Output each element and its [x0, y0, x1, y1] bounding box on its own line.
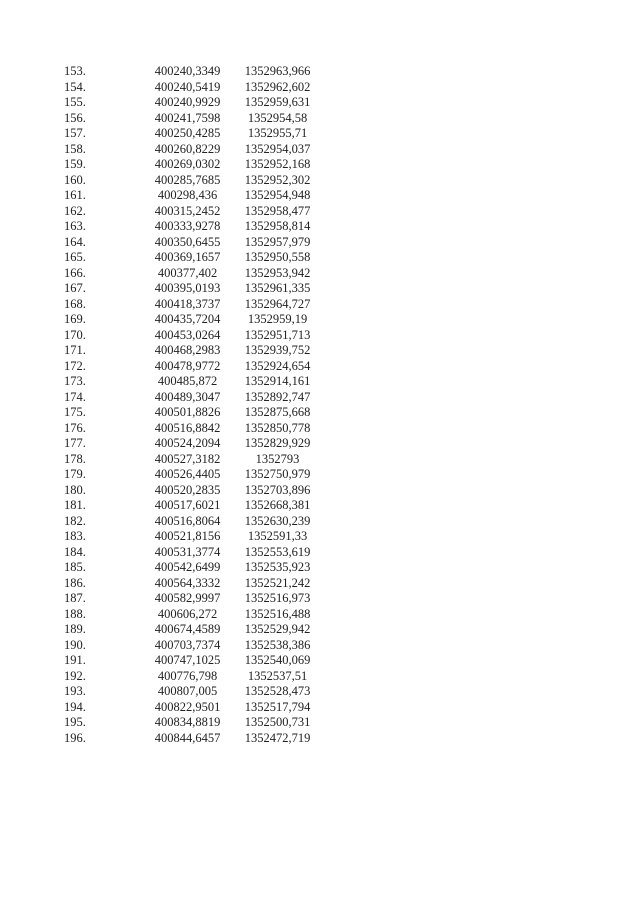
y-coordinate: 1352954,948: [244, 188, 311, 202]
table-row: [64, 452, 320, 468]
point-number: 195.: [64, 715, 86, 729]
y-coordinate: 1352892,747: [244, 389, 311, 404]
table-row: [64, 157, 320, 173]
y-coordinate: 1352953,942: [244, 265, 311, 280]
point-number: 186.: [64, 575, 86, 590]
table-row: [64, 250, 320, 266]
x-coordinate: 400395,0193: [154, 281, 221, 295]
table-row: [64, 266, 320, 282]
x-coordinate: 400369,1657: [154, 250, 221, 264]
y-coordinate: 1352954,58: [247, 110, 308, 125]
point-number: 181.: [64, 498, 86, 512]
point-number: 175.: [64, 405, 86, 419]
y-coordinate: 1352957,979: [244, 234, 311, 249]
x-coordinate: 400542,6499: [154, 560, 221, 574]
x-coordinate: 400501,8826: [154, 405, 221, 419]
x-coordinate: 400521,8156: [154, 529, 221, 543]
x-coordinate: 400776,798: [157, 668, 218, 683]
y-coordinate: 1352540,069: [244, 653, 311, 667]
y-coordinate: 1352516,973: [244, 591, 311, 605]
x-coordinate: 400582,9997: [154, 591, 221, 605]
x-coordinate: 400807,005: [157, 684, 218, 698]
table-row: [64, 653, 320, 669]
table-row: [64, 622, 320, 638]
x-coordinate: 400489,3047: [154, 389, 221, 404]
y-coordinate: 1352521,242: [244, 575, 311, 590]
table-row: [64, 405, 320, 421]
y-coordinate: 1352962,602: [244, 79, 311, 94]
x-coordinate: 400269,0302: [154, 157, 221, 171]
table-row: [64, 467, 320, 483]
y-coordinate: 1352951,713: [244, 327, 311, 342]
y-coordinate: 1352553,619: [244, 544, 311, 559]
y-coordinate: 1352517,794: [244, 699, 311, 714]
point-number: 183.: [64, 529, 86, 543]
table-row: [64, 669, 320, 685]
x-coordinate: 400703,7374: [154, 637, 221, 652]
x-coordinate: 400435,7204: [154, 312, 221, 326]
point-number: 192.: [64, 668, 86, 683]
table-row: [64, 684, 320, 700]
table-row: [64, 297, 320, 313]
y-coordinate: 1352959,631: [244, 95, 311, 109]
y-coordinate: 1352924,654: [244, 358, 311, 373]
y-coordinate: 1352829,929: [244, 436, 311, 450]
table-row: [64, 390, 320, 406]
point-number: 184.: [64, 544, 86, 559]
table-row: [64, 498, 320, 514]
x-coordinate: 400241,7598: [154, 110, 221, 125]
y-coordinate: 1352538,386: [244, 637, 311, 652]
table-row: [64, 591, 320, 607]
y-coordinate: 1352528,473: [244, 684, 311, 698]
point-number: 187.: [64, 591, 86, 605]
point-number: 168.: [64, 296, 86, 311]
table-row: [64, 529, 320, 545]
table-row: [64, 281, 320, 297]
y-coordinate: 1352875,668: [244, 405, 311, 419]
y-coordinate: 1352959,19: [247, 312, 308, 326]
table-row: [64, 343, 320, 359]
point-number: 191.: [64, 653, 86, 667]
y-coordinate: 1352952,302: [244, 172, 311, 187]
point-number: 178.: [64, 451, 86, 466]
point-number: 174.: [64, 389, 86, 404]
table-row: [64, 731, 320, 747]
y-coordinate: 1352591,33: [247, 529, 308, 543]
table-row: [64, 188, 320, 204]
point-number: 173.: [64, 374, 86, 388]
table-row: [64, 142, 320, 158]
x-coordinate: 400418,3737: [154, 296, 221, 311]
x-coordinate: 400453,0264: [154, 327, 221, 342]
table-row: [64, 700, 320, 716]
x-coordinate: 400747,1025: [154, 653, 221, 667]
y-coordinate: 1352529,942: [244, 622, 311, 636]
y-coordinate: 1352958,477: [244, 203, 311, 218]
table-row: [64, 235, 320, 251]
y-coordinate: 1352703,896: [244, 482, 311, 497]
table-row: [64, 328, 320, 344]
coordinate-table: [64, 64, 320, 746]
point-number: 159.: [64, 157, 86, 171]
x-coordinate: 400527,3182: [154, 451, 221, 466]
table-row: [64, 514, 320, 530]
x-coordinate: 400333,9278: [154, 219, 221, 233]
point-number: 161.: [64, 188, 86, 202]
point-number: 170.: [64, 327, 86, 342]
point-number: 193.: [64, 684, 86, 698]
table-row: [64, 312, 320, 328]
x-coordinate: 400517,6021: [154, 498, 221, 512]
point-number: 154.: [64, 79, 86, 94]
table-row: [64, 545, 320, 561]
x-coordinate: 400350,6455: [154, 234, 221, 249]
point-number: 153.: [64, 64, 86, 78]
x-coordinate: 400674,4589: [154, 622, 221, 636]
y-coordinate: 1352535,923: [244, 560, 311, 574]
table-row: [64, 173, 320, 189]
y-coordinate: 1352961,335: [244, 281, 311, 295]
x-coordinate: 400240,3349: [154, 64, 221, 78]
x-coordinate: 400298,436: [157, 188, 218, 202]
point-number: 157.: [64, 126, 86, 140]
x-coordinate: 400240,5419: [154, 79, 221, 94]
y-coordinate: 1352750,979: [244, 467, 311, 481]
x-coordinate: 400260,8229: [154, 141, 221, 156]
table-row: [64, 126, 320, 142]
table-row: [64, 560, 320, 576]
table-row: [64, 715, 320, 731]
y-coordinate: 1352958,814: [244, 219, 311, 233]
point-number: 165.: [64, 250, 86, 264]
point-number: 189.: [64, 622, 86, 636]
y-coordinate: 1352793: [255, 451, 300, 466]
point-number: 172.: [64, 358, 86, 373]
table-row: [64, 64, 320, 80]
x-coordinate: 400524,2094: [154, 436, 221, 450]
y-coordinate: 1352850,778: [244, 420, 311, 435]
table-row: [64, 219, 320, 235]
point-number: 164.: [64, 234, 86, 249]
y-coordinate: 1352537,51: [247, 668, 308, 683]
point-number: 160.: [64, 172, 86, 187]
point-number: 182.: [64, 513, 86, 528]
y-coordinate: 1352516,488: [244, 606, 311, 621]
table-row: [64, 359, 320, 375]
table-row: [64, 204, 320, 220]
table-row: [64, 80, 320, 96]
point-number: 166.: [64, 265, 86, 280]
table-row: [64, 483, 320, 499]
x-coordinate: 400822,9501: [154, 699, 221, 714]
x-coordinate: 400526,4405: [154, 467, 221, 481]
point-number: 156.: [64, 110, 86, 125]
x-coordinate: 400564,3332: [154, 575, 221, 590]
point-number: 176.: [64, 420, 86, 435]
table-row: [64, 111, 320, 127]
point-number: 196.: [64, 730, 86, 745]
point-number: 167.: [64, 281, 86, 295]
x-coordinate: 400606,272: [157, 606, 218, 621]
x-coordinate: 400240,9929: [154, 95, 221, 109]
y-coordinate: 1352964,727: [244, 296, 311, 311]
y-coordinate: 1352472,719: [244, 730, 311, 745]
y-coordinate: 1352939,752: [244, 343, 311, 357]
y-coordinate: 1352950,558: [244, 250, 311, 264]
y-coordinate: 1352668,381: [244, 498, 311, 512]
y-coordinate: 1352630,239: [244, 513, 311, 528]
point-number: 163.: [64, 219, 86, 233]
point-number: 180.: [64, 482, 86, 497]
point-number: 179.: [64, 467, 86, 481]
x-coordinate: 400516,8064: [154, 513, 221, 528]
x-coordinate: 400315,2452: [154, 203, 221, 218]
point-number: 171.: [64, 343, 86, 357]
table-row: [64, 638, 320, 654]
x-coordinate: 400285,7685: [154, 172, 221, 187]
x-coordinate: 400468,2983: [154, 343, 221, 357]
table-row: [64, 576, 320, 592]
x-coordinate: 400478,9772: [154, 358, 221, 373]
point-number: 177.: [64, 436, 86, 450]
x-coordinate: 400377,402: [157, 265, 218, 280]
x-coordinate: 400531,3774: [154, 544, 221, 559]
x-coordinate: 400485,872: [157, 374, 218, 388]
point-number: 190.: [64, 637, 86, 652]
table-row: [64, 607, 320, 623]
y-coordinate: 1352955,71: [247, 126, 308, 140]
point-number: 169.: [64, 312, 86, 326]
point-number: 194.: [64, 699, 86, 714]
table-row: [64, 421, 320, 437]
x-coordinate: 400516,8842: [154, 420, 221, 435]
y-coordinate: 1352914,161: [244, 374, 311, 388]
y-coordinate: 1352500,731: [244, 715, 311, 729]
table-row: [64, 436, 320, 452]
table-row: [64, 374, 320, 390]
x-coordinate: 400520,2835: [154, 482, 221, 497]
point-number: 188.: [64, 606, 86, 621]
point-number: 185.: [64, 560, 86, 574]
x-coordinate: 400844,6457: [154, 730, 221, 745]
point-number: 158.: [64, 141, 86, 156]
x-coordinate: 400250,4285: [154, 126, 221, 140]
x-coordinate: 400834,8819: [154, 715, 221, 729]
point-number: 162.: [64, 203, 86, 218]
table-row: [64, 95, 320, 111]
point-number: 155.: [64, 95, 86, 109]
y-coordinate: 1352954,037: [244, 141, 311, 156]
y-coordinate: 1352963,966: [244, 64, 311, 78]
coordinate-table-body: [64, 64, 320, 746]
y-coordinate: 1352952,168: [244, 157, 311, 171]
